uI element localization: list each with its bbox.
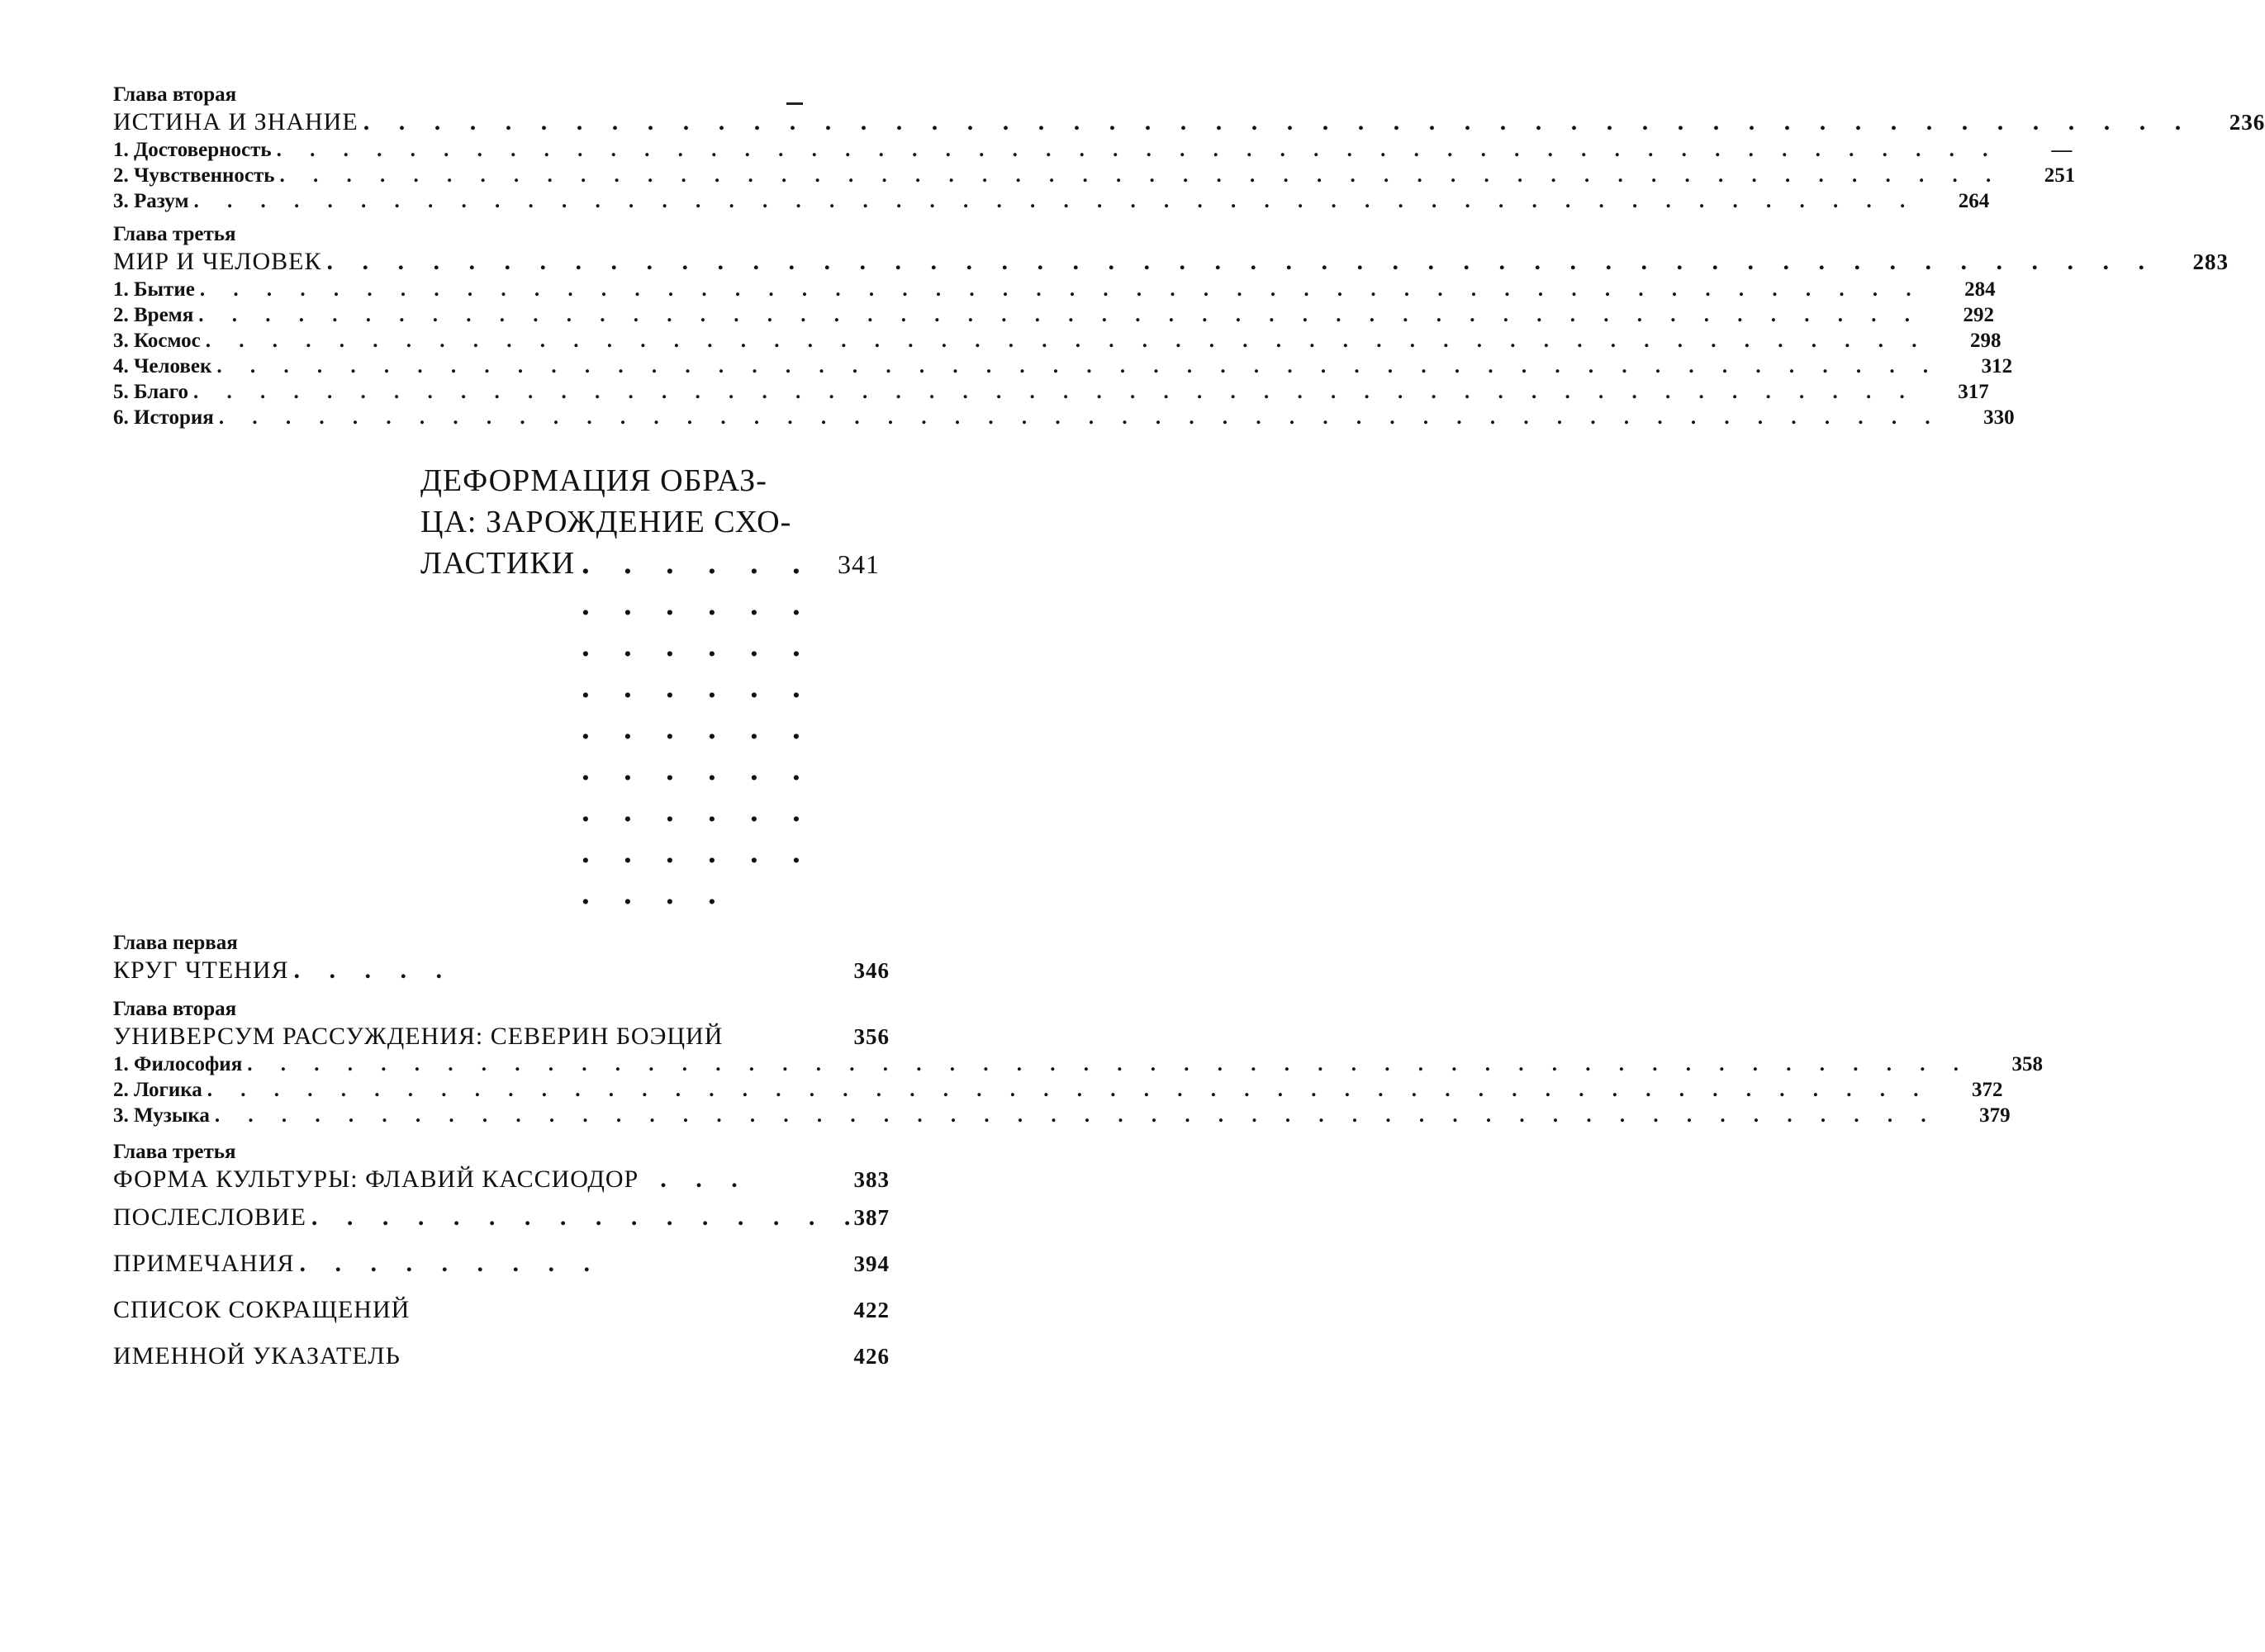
entry-title: 2. Логика xyxy=(113,1079,202,1101)
toc-entry[interactable] xyxy=(113,1203,890,1232)
chapter-label: Глава третья xyxy=(113,223,236,245)
dot-leader: . . . xyxy=(660,1165,749,1193)
toc-subentry[interactable] xyxy=(113,1051,2043,1077)
entry-title: 2. Время xyxy=(113,304,194,326)
page-number: 251 xyxy=(2044,164,2076,187)
chapter-label: Глава вторая xyxy=(113,998,237,1020)
dot-leader: . . . . . . . . . . . . . . . . . . . . . . . . . . . . . . . . . . . . . . . . . . . . . . . . . . . . xyxy=(205,330,1929,352)
page-number: 284 xyxy=(1964,278,1996,301)
toc-subentry[interactable] xyxy=(113,1077,2003,1103)
table-of-contents xyxy=(113,83,2265,1371)
dot-leader: . . . . . . . . . . . . . . . . . . . . . . . . . . . . . . . . . . . . . . . . . . . . . . . . . . . . xyxy=(363,108,2193,135)
page-number: 346 xyxy=(853,958,890,983)
entry-title: 1. Бытие xyxy=(113,278,195,301)
dash-mark xyxy=(786,102,803,105)
dot-leader: . . . . . . . . . . . . . . . . . . . . . . . . . . . . . . . . . . . . . . . . . . . . . . . . . . . . xyxy=(214,1104,1938,1127)
page-number: 341 xyxy=(838,549,880,579)
entry-title: МИР И ЧЕЛОВЕК xyxy=(113,248,322,275)
entry-title: ПОСЛЕСЛОВИЕ xyxy=(113,1203,306,1231)
dot-leader: . . . . . . . . . . . . . . . . . . . . . . . . . . . . . . . . . . . . . . . . . . . . . . . . . . . . xyxy=(247,1053,1970,1075)
entry-title: ИСТИНА И ЗНАНИЕ xyxy=(113,108,359,135)
entry-title: СПИСОК СОКРАЩЕНИЙ xyxy=(113,1296,411,1323)
toc-entry[interactable] xyxy=(113,1295,890,1325)
dot-leader: . . . . . . . . . . . . . . . . . . . . . . . . . . . . . . . . . . . . . . . . . . . . . . . . . . . . xyxy=(192,381,1916,403)
dot-leader: . . . . . . . . . . . . . . . . . . . . . . . . . . . . . . . . . . . . . . . . . . . . . . . . . . . . xyxy=(279,164,2003,187)
page-number: 292 xyxy=(1963,304,1994,326)
dot-leader: . . . . . . . . . . . . . . . . . . . . . . . . . . . . . . . . . . . . . . . . . . . . . . . . . . . . xyxy=(198,304,1921,326)
chapter-block xyxy=(113,997,2043,1128)
part-title-line: ЛАСТИКИ xyxy=(420,546,576,581)
chapter-block xyxy=(113,1140,890,1194)
dot-leader: . . . . . . . . . . . . . . . . . . . . . . . . . . . . . . . . . . . . . . . . . . . . . . . . . . . . xyxy=(193,190,1917,212)
page-number: 317 xyxy=(1958,381,1989,403)
entry-title: 3. Космос xyxy=(113,330,201,352)
page-number: 422 xyxy=(853,1298,890,1322)
part-title-line: ЦА: ЗАРОЖДЕНИЕ СХО- xyxy=(420,505,792,539)
page-number: 264 xyxy=(1958,190,1990,212)
page-number: — xyxy=(2051,139,2073,161)
dot-leader: . . . . . . . . . . . . . . . . . . . . . . . . . . . . . . . . . . . . . . . . . . . . . . . . . . . . xyxy=(218,406,1942,429)
entry-title: 4. Человек xyxy=(113,355,212,377)
entry-title: КРУГ ЧТЕНИЯ xyxy=(113,957,289,984)
dot-leader: . . . . . . . . . . . . . . . . . . . . . . . . . . . . . . . . . . . . . . . . . . . . . . . . . . . . xyxy=(326,248,2156,275)
entry-title: 5. Благо xyxy=(113,381,188,403)
page-number: 426 xyxy=(853,1344,890,1369)
toc-subentry[interactable] xyxy=(113,405,2015,430)
page-number: 298 xyxy=(1970,330,2001,352)
chapter-label: Глава третья xyxy=(113,1141,236,1163)
entry-title: ИМЕННОЙ УКАЗАТЕЛЬ xyxy=(113,1342,401,1370)
chapter-label: Глава первая xyxy=(113,932,238,954)
dot-leader: . . . . . . . . . . . . . . . . xyxy=(311,1203,862,1231)
toc-entry[interactable] xyxy=(113,247,2229,277)
dot-leader: . . . . . . . . . . . . . . . . . . . . . . . . . . . . . . . . . . . . . . . . . . . . . . . . . . . . xyxy=(276,139,2000,161)
entry-title: 6. История xyxy=(113,406,214,429)
dot-leader: . . . . . . . . . . . . . . . . . . . . . . . . . . . . . . . . . . . . . . . . . . . . . . . . . . . . xyxy=(199,278,1923,301)
toc-subentry[interactable] xyxy=(113,328,2001,354)
toc-entry[interactable] xyxy=(113,107,2265,137)
entry-title: 2. Чувственность xyxy=(113,164,275,187)
toc-entry[interactable] xyxy=(113,1022,890,1051)
dot-leader: . . . . . . . . . xyxy=(299,1250,602,1277)
entry-title: 3. Музыка xyxy=(113,1104,210,1127)
page-number: 358 xyxy=(2011,1053,2043,1075)
toc-entry[interactable] xyxy=(113,1249,890,1279)
page-number: 372 xyxy=(1972,1079,2003,1101)
chapter-block xyxy=(113,931,890,985)
dot-leader: . . . . . xyxy=(293,957,454,984)
toc-subentry[interactable] xyxy=(113,1103,2011,1128)
toc-subentry[interactable] xyxy=(113,302,1994,328)
toc-entry[interactable] xyxy=(113,956,890,985)
toc-entry[interactable] xyxy=(113,1165,890,1194)
toc-subentry[interactable] xyxy=(113,163,2076,188)
page-number: 312 xyxy=(1981,355,2013,377)
part-heading[interactable] xyxy=(113,460,890,914)
page-number: 383 xyxy=(853,1167,890,1192)
entry-title: ФОРМА КУЛЬТУРЫ: ФЛАВИЙ КАССИОДОР xyxy=(113,1165,639,1193)
page-number: 394 xyxy=(853,1251,890,1276)
page-number: 330 xyxy=(1983,406,2015,429)
entry-title: 1. Философия xyxy=(113,1053,243,1075)
toc-subentry[interactable] xyxy=(113,277,1996,302)
toc-subentry[interactable] xyxy=(113,354,2013,379)
page-number: 387 xyxy=(853,1205,890,1230)
dot-leader: . . . . . . . . . . . . . . . . . . . . . . . . . . . . . . . . . . . . . . . . . . . . . . . . . . . . xyxy=(216,355,1940,377)
toc-subentry[interactable] xyxy=(113,137,2073,163)
page-number: 356 xyxy=(853,1024,890,1049)
chapter-block xyxy=(113,83,2265,214)
entry-title: ПРИМЕЧАНИЯ xyxy=(113,1250,295,1277)
toc-subentry[interactable] xyxy=(113,188,1990,214)
part-title-last xyxy=(420,543,880,914)
dot-leader: . . . . . . . . . . . . . . . . . . . . . . . . . . . . . . . . . . . . . . . . . . . . . . . . . . . . xyxy=(207,1079,1930,1101)
toc-entry[interactable] xyxy=(113,1341,890,1371)
entry-title: УНИВЕРСУМ РАССУЖДЕНИЯ: СЕВЕРИН БОЭЦИЙ xyxy=(113,1023,724,1050)
page-number: 379 xyxy=(1979,1104,2011,1127)
entry-title: 3. Разум xyxy=(113,190,189,212)
part-title-line: ДЕФОРМАЦИЯ ОБРАЗ- xyxy=(420,463,767,498)
page-number: 236 xyxy=(2229,110,2265,135)
page-number: 283 xyxy=(2192,249,2229,274)
chapter-block xyxy=(113,222,2229,430)
entry-title: 1. Достоверность xyxy=(113,139,272,161)
chapter-label: Глава вторая xyxy=(113,83,237,106)
dot-leader: . . . . . . . . . . . . . . . . . . . . . . . . . . . . . . . . . . . . . . . . . . . . . . . . . . . . xyxy=(582,546,814,911)
toc-subentry[interactable] xyxy=(113,379,1989,405)
